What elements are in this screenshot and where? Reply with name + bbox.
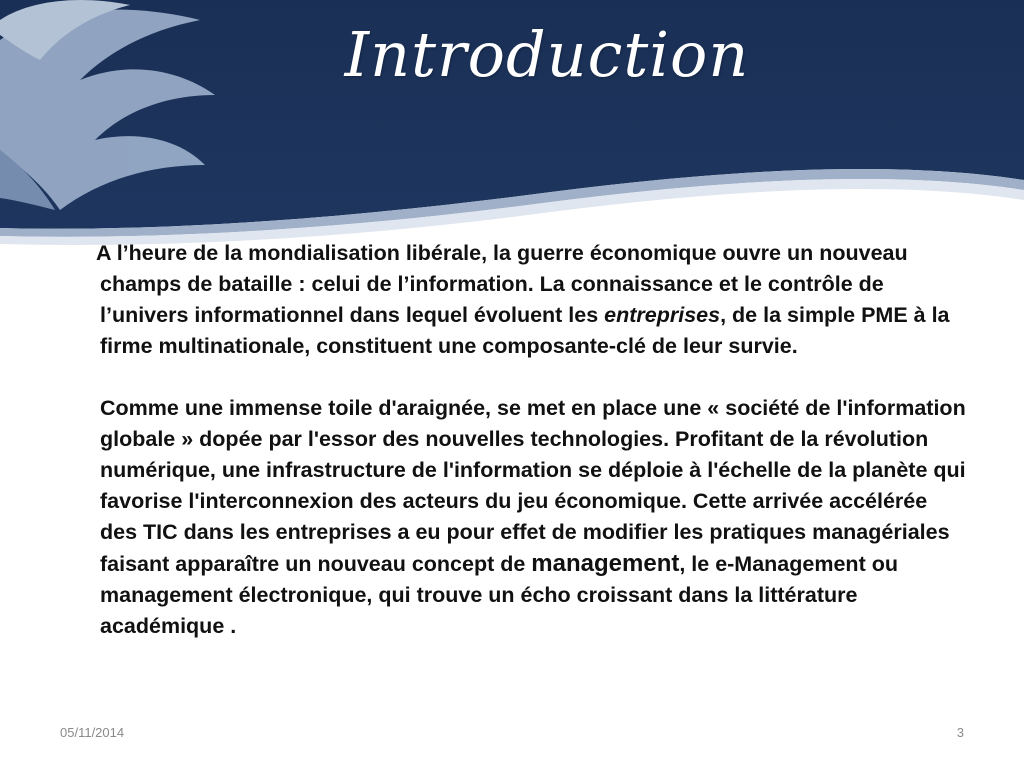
slide-body <box>96 238 970 642</box>
paragraph-1-emphasis: entreprises <box>604 303 721 327</box>
paragraph-1 <box>96 238 970 362</box>
paragraph-1-lead: A l’heure de la mondialisation libérale, la guerre économique ouvre un nouveau champs de bataille : celui de l’information. La connaissance et le contrôle de l’univers informationnel dans lequel évoluent les <box>96 241 908 327</box>
paragraph-1-tail: , de la simple PME à la firme multinationale, constituent une composante-clé de leur survie. <box>100 303 950 358</box>
footer-page-number: 3 <box>956 725 964 740</box>
paragraph-2-end: . <box>230 614 237 638</box>
slide-title: Introduction <box>344 18 750 91</box>
paragraph-2-big-word: management <box>531 550 680 577</box>
footer-date: 05/11/2014 <box>60 725 125 740</box>
paragraph-2 <box>100 393 970 642</box>
paragraph-2-main: Comme une immense toile d'araignée, se met en place une « société de l'information globale » dopée par l'essor des nouvelles technologies. Profitant de la révolution numérique, une infrastructure de l'information se déploie à l'échelle de la planète qui favorise l'interconnexion des acteurs du jeu économique. Cette arrivée accélérée des TIC dans les entreprises a eu pour effet de modifier les pratiques managériales faisant apparaître un nouveau concept de <box>100 396 966 576</box>
paragraph-2-tail: , le e-Management ou management électronique, qui trouve un écho croissant dans la littérature académique <box>100 552 898 638</box>
